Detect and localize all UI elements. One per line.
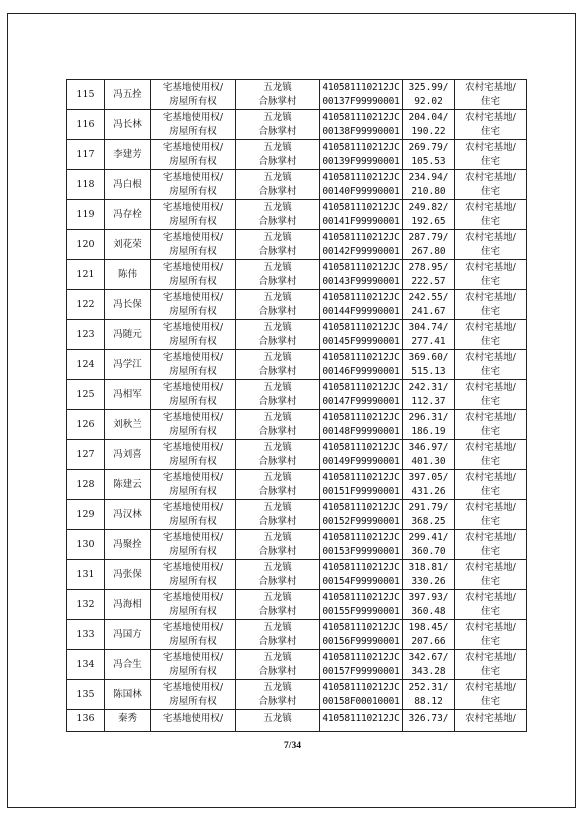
area-cell: 296.31/ 186.19	[403, 410, 455, 440]
area-cell: 198.45/ 207.66	[403, 620, 455, 650]
location-cell: 五龙镇 合脉掌村	[236, 140, 320, 170]
right-type-cell: 宅基地使用权/ 房屋所有权	[151, 590, 236, 620]
table-row	[67, 230, 527, 260]
location-cell: 五龙镇 合脉掌村	[236, 110, 320, 140]
location-cell: 五龙镇 合脉掌村	[236, 170, 320, 200]
right-type-cell: 宅基地使用权/ 房屋所有权	[151, 290, 236, 320]
unit-code-cell: 410581110212JC 00157F99990001	[320, 650, 403, 680]
table-row	[67, 530, 527, 560]
table-row	[67, 170, 527, 200]
area-cell: 287.79/ 267.80	[403, 230, 455, 260]
location-cell: 五龙镇 合脉掌村	[236, 320, 320, 350]
owner-name-cell: 冯国方	[105, 620, 151, 650]
table-row	[67, 470, 527, 500]
owner-name-cell: 冯存栓	[105, 200, 151, 230]
table-row	[67, 560, 527, 590]
unit-code-cell: 410581110212JC 00143F99990001	[320, 260, 403, 290]
owner-name-cell: 冯汉林	[105, 500, 151, 530]
land-use-cell: 农村宅基地/ 住宅	[455, 500, 527, 530]
row-number-cell: 129	[67, 500, 105, 530]
unit-code-cell: 410581110212JC 00145F99990001	[320, 320, 403, 350]
land-use-cell: 农村宅基地/ 住宅	[455, 140, 527, 170]
area-cell: 397.93/ 360.48	[403, 590, 455, 620]
right-type-cell: 宅基地使用权/ 房屋所有权	[151, 650, 236, 680]
table-row	[67, 440, 527, 470]
right-type-cell: 宅基地使用权/ 房屋所有权	[151, 500, 236, 530]
land-use-cell: 农村宅基地/ 住宅	[455, 110, 527, 140]
row-number-cell: 134	[67, 650, 105, 680]
row-number-cell: 131	[67, 560, 105, 590]
table-row	[67, 140, 527, 170]
area-cell: 346.97/ 401.30	[403, 440, 455, 470]
location-cell: 五龙镇 合脉掌村	[236, 350, 320, 380]
land-use-cell: 农村宅基地/ 住宅	[455, 680, 527, 710]
location-cell: 五龙镇 合脉掌村	[236, 200, 320, 230]
owner-name-cell: 冯随元	[105, 320, 151, 350]
right-type-cell: 宅基地使用权/ 房屋所有权	[151, 230, 236, 260]
unit-code-cell: 410581110212JC 00146F99990001	[320, 350, 403, 380]
row-number-cell: 116	[67, 110, 105, 140]
right-type-cell: 宅基地使用权/ 房屋所有权	[151, 140, 236, 170]
owner-name-cell: 冯五拴	[105, 80, 151, 110]
area-cell: 342.67/ 343.28	[403, 650, 455, 680]
land-use-cell: 农村宅基地/ 住宅	[455, 440, 527, 470]
area-cell: 325.99/ 92.02	[403, 80, 455, 110]
table-body	[67, 80, 527, 732]
owner-name-cell: 冯长林	[105, 110, 151, 140]
area-cell: 291.79/ 368.25	[403, 500, 455, 530]
area-cell: 269.79/ 105.53	[403, 140, 455, 170]
table-row	[67, 500, 527, 530]
land-use-cell: 农村宅基地/ 住宅	[455, 590, 527, 620]
unit-code-cell: 410581110212JC 00137F99990001	[320, 80, 403, 110]
table-row	[67, 110, 527, 140]
land-use-cell: 农村宅基地/ 住宅	[455, 80, 527, 110]
row-number-cell: 130	[67, 530, 105, 560]
right-type-cell: 宅基地使用权/ 房屋所有权	[151, 110, 236, 140]
right-type-cell: 宅基地使用权/ 房屋所有权	[151, 170, 236, 200]
row-number-cell: 121	[67, 260, 105, 290]
table-row	[67, 320, 527, 350]
right-type-cell: 宅基地使用权/ 房屋所有权	[151, 80, 236, 110]
land-use-cell: 农村宅基地/ 住宅	[455, 170, 527, 200]
location-cell: 五龙镇 合脉掌村	[236, 620, 320, 650]
location-cell: 五龙镇 合脉掌村	[236, 410, 320, 440]
owner-name-cell: 陈建云	[105, 470, 151, 500]
row-number-cell: 132	[67, 590, 105, 620]
table-row	[67, 260, 527, 290]
right-type-cell: 宅基地使用权/ 房屋所有权	[151, 530, 236, 560]
row-number-cell: 120	[67, 230, 105, 260]
table-row	[67, 680, 527, 710]
right-type-cell: 宅基地使用权/ 房屋所有权	[151, 320, 236, 350]
owner-name-cell: 冯海相	[105, 590, 151, 620]
area-cell: 318.81/ 330.26	[403, 560, 455, 590]
table-row	[67, 290, 527, 320]
row-number-cell: 123	[67, 320, 105, 350]
right-type-cell: 宅基地使用权/ 房屋所有权	[151, 260, 236, 290]
owner-name-cell: 陈国林	[105, 680, 151, 710]
unit-code-cell: 410581110212JC	[320, 710, 403, 732]
owner-name-cell: 刘秋兰	[105, 410, 151, 440]
row-number-cell: 128	[67, 470, 105, 500]
land-use-cell: 农村宅基地/ 住宅	[455, 470, 527, 500]
right-type-cell: 宅基地使用权/ 房屋所有权	[151, 200, 236, 230]
row-number-cell: 133	[67, 620, 105, 650]
owner-name-cell: 冯长保	[105, 290, 151, 320]
unit-code-cell: 410581110212JC 00149F99990001	[320, 440, 403, 470]
area-cell: 299.41/ 360.70	[403, 530, 455, 560]
row-number-cell: 115	[67, 80, 105, 110]
location-cell: 五龙镇 合脉掌村	[236, 500, 320, 530]
page-total: 34	[291, 741, 301, 751]
area-cell: 326.73/	[403, 710, 455, 732]
unit-code-cell: 410581110212JC 00138F99990001	[320, 110, 403, 140]
unit-code-cell: 410581110212JC 00144F99990001	[320, 290, 403, 320]
unit-code-cell: 410581110212JC 00158F00010001	[320, 680, 403, 710]
land-use-cell: 农村宅基地/ 住宅	[455, 290, 527, 320]
unit-code-cell: 410581110212JC 00148F99990001	[320, 410, 403, 440]
owner-name-cell: 冯相军	[105, 380, 151, 410]
unit-code-cell: 410581110212JC 00155F99990001	[320, 590, 403, 620]
unit-code-cell: 410581110212JC 00154F99990001	[320, 560, 403, 590]
location-cell: 五龙镇 合脉掌村	[236, 260, 320, 290]
location-cell: 五龙镇	[236, 710, 320, 732]
owner-name-cell: 秦秀	[105, 710, 151, 732]
area-cell: 242.31/ 112.37	[403, 380, 455, 410]
right-type-cell: 宅基地使用权/ 房屋所有权	[151, 410, 236, 440]
right-type-cell: 宅基地使用权/ 房屋所有权	[151, 560, 236, 590]
land-use-cell: 农村宅基地/ 住宅	[455, 650, 527, 680]
unit-code-cell: 410581110212JC 00156F99990001	[320, 620, 403, 650]
land-use-cell: 农村宅基地/	[455, 710, 527, 732]
owner-name-cell: 冯学江	[105, 350, 151, 380]
land-use-cell: 农村宅基地/ 住宅	[455, 320, 527, 350]
row-number-cell: 118	[67, 170, 105, 200]
table-row	[67, 350, 527, 380]
location-cell: 五龙镇 合脉掌村	[236, 470, 320, 500]
row-number-cell: 135	[67, 680, 105, 710]
owner-name-cell: 冯张保	[105, 560, 151, 590]
location-cell: 五龙镇 合脉掌村	[236, 290, 320, 320]
table-row	[67, 620, 527, 650]
right-type-cell: 宅基地使用权/ 房屋所有权	[151, 380, 236, 410]
area-cell: 397.05/ 431.26	[403, 470, 455, 500]
area-cell: 234.94/ 210.80	[403, 170, 455, 200]
location-cell: 五龙镇 合脉掌村	[236, 560, 320, 590]
table-row	[67, 650, 527, 680]
owner-name-cell: 冯聚拴	[105, 530, 151, 560]
location-cell: 五龙镇 合脉掌村	[236, 440, 320, 470]
land-use-cell: 农村宅基地/ 住宅	[455, 380, 527, 410]
row-number-cell: 125	[67, 380, 105, 410]
unit-code-cell: 410581110212JC 00153F99990001	[320, 530, 403, 560]
unit-code-cell: 410581110212JC 00151F99990001	[320, 470, 403, 500]
location-cell: 五龙镇 合脉掌村	[236, 590, 320, 620]
unit-code-cell: 410581110212JC 00140F99990001	[320, 170, 403, 200]
row-number-cell: 136	[67, 710, 105, 732]
right-type-cell: 宅基地使用权/ 房屋所有权	[151, 680, 236, 710]
unit-code-cell: 410581110212JC 00147F99990001	[320, 380, 403, 410]
right-type-cell: 宅基地使用权/ 房屋所有权	[151, 440, 236, 470]
table-row	[67, 80, 527, 110]
table-row	[67, 710, 527, 732]
land-use-cell: 农村宅基地/ 住宅	[455, 620, 527, 650]
table-row	[67, 410, 527, 440]
row-number-cell: 127	[67, 440, 105, 470]
land-use-cell: 农村宅基地/ 住宅	[455, 350, 527, 380]
right-type-cell: 宅基地使用权/ 房屋所有权	[151, 620, 236, 650]
owner-name-cell: 冯刘喜	[105, 440, 151, 470]
row-number-cell: 124	[67, 350, 105, 380]
page-current: 7	[284, 741, 289, 751]
right-type-cell: 宅基地使用权/	[151, 710, 236, 732]
row-number-cell: 117	[67, 140, 105, 170]
land-use-cell: 农村宅基地/ 住宅	[455, 560, 527, 590]
unit-code-cell: 410581110212JC 00141F99990001	[320, 200, 403, 230]
right-type-cell: 宅基地使用权/ 房屋所有权	[151, 350, 236, 380]
land-use-cell: 农村宅基地/ 住宅	[455, 530, 527, 560]
unit-code-cell: 410581110212JC 00152F99990001	[320, 500, 403, 530]
owner-name-cell: 冯合生	[105, 650, 151, 680]
unit-code-cell: 410581110212JC 00142F99990001	[320, 230, 403, 260]
row-number-cell: 119	[67, 200, 105, 230]
location-cell: 五龙镇 合脉掌村	[236, 230, 320, 260]
table-row	[67, 590, 527, 620]
owner-name-cell: 李建芳	[105, 140, 151, 170]
location-cell: 五龙镇 合脉掌村	[236, 380, 320, 410]
unit-code-cell: 410581110212JC 00139F99990001	[320, 140, 403, 170]
location-cell: 五龙镇 合脉掌村	[236, 680, 320, 710]
area-cell: 252.31/ 88.12	[403, 680, 455, 710]
table-row	[67, 200, 527, 230]
owner-name-cell: 刘花荣	[105, 230, 151, 260]
land-use-cell: 农村宅基地/ 住宅	[455, 410, 527, 440]
row-number-cell: 122	[67, 290, 105, 320]
owner-name-cell: 冯白根	[105, 170, 151, 200]
land-use-cell: 农村宅基地/ 住宅	[455, 200, 527, 230]
area-cell: 249.82/ 192.65	[403, 200, 455, 230]
property-registry-table	[66, 79, 527, 732]
location-cell: 五龙镇 合脉掌村	[236, 530, 320, 560]
area-cell: 304.74/ 277.41	[403, 320, 455, 350]
row-number-cell: 126	[67, 410, 105, 440]
area-cell: 278.95/ 222.57	[403, 260, 455, 290]
land-use-cell: 农村宅基地/ 住宅	[455, 230, 527, 260]
location-cell: 五龙镇 合脉掌村	[236, 650, 320, 680]
page-number: 7/34	[284, 741, 301, 751]
land-use-cell: 农村宅基地/ 住宅	[455, 260, 527, 290]
location-cell: 五龙镇 合脉掌村	[236, 80, 320, 110]
area-cell: 242.55/ 241.67	[403, 290, 455, 320]
table-row	[67, 380, 527, 410]
owner-name-cell: 陈伟	[105, 260, 151, 290]
right-type-cell: 宅基地使用权/ 房屋所有权	[151, 470, 236, 500]
area-cell: 369.60/ 515.13	[403, 350, 455, 380]
area-cell: 204.04/ 190.22	[403, 110, 455, 140]
